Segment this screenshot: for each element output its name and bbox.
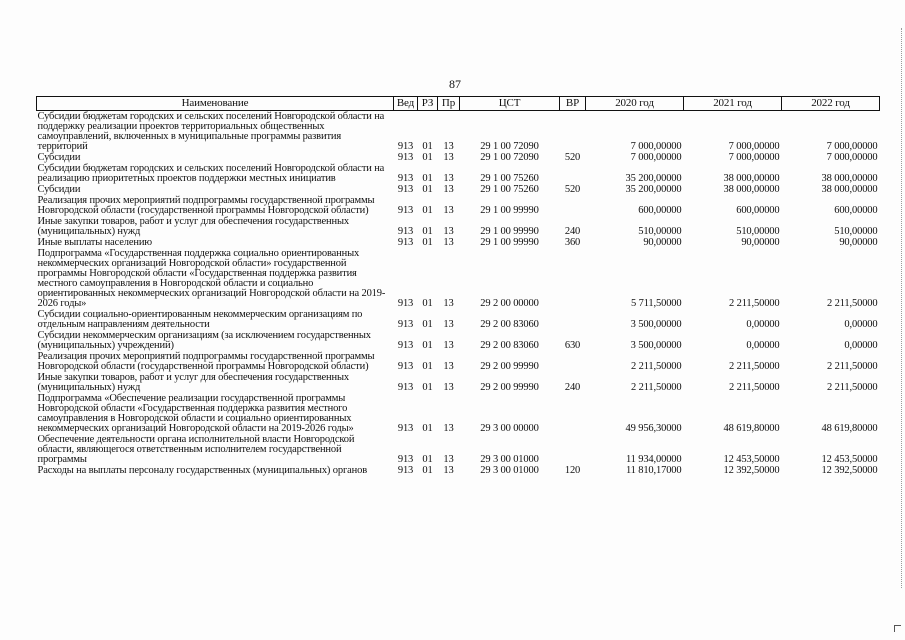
row-vr: 120 [564,465,581,476]
row-cst: 29 1 00 72090 [480,152,539,163]
row-ved: 913 [397,152,414,163]
row-name: Субсидии бюджетам городских и сельских поселений Новгородской области на реализацию приоритетных проектов поддержки местных инициатив [37,163,385,184]
row-vr: 520 [564,184,581,195]
table-row [37,163,880,184]
row-rz: 01 [422,454,433,465]
row-ved: 913 [397,141,414,152]
row-vr [560,434,586,465]
row-value-2022: 2 211,50000 [827,361,878,372]
row-value-2021: 600,00000 [736,205,780,216]
row-name: Расходы на выплаты персоналу государственных (муниципальных) органов [37,465,368,476]
row-ved: 913 [397,184,414,195]
row-value-2022: 48 619,80000 [821,423,878,434]
row-cst: 29 3 00 00000 [480,423,539,434]
row-ved: 913 [397,423,414,434]
row-vr: 240 [564,226,581,237]
table-row [37,184,880,195]
row-value-2021: 12 392,50000 [723,465,780,476]
row-name: Иные закупки товаров, работ и услуг для обеспечения государственных (муниципальных) нужд [37,216,350,237]
row-ved: 913 [397,340,414,351]
row-value-2022: 0,00000 [844,319,878,330]
table-row [37,330,880,351]
row-value-2020: 2 211,50000 [631,361,682,372]
row-ved: 913 [397,454,414,465]
header-2020: 2020 год [586,97,684,111]
page-number: 87 [449,77,461,91]
row-vr: 240 [564,382,581,393]
row-vr [560,351,586,372]
row-ved: 913 [397,361,414,372]
header-cst: ЦСТ [460,97,560,111]
row-cst: 29 1 00 99990 [480,205,539,216]
row-name: Субсидии бюджетам городских и сельских поселений Новгородской области на поддержку реализации проектов территориальных общественных самоуправлений, включенных в муниципальные программы развития территорий [37,111,385,152]
row-pr: 13 [443,454,454,465]
row-pr: 13 [443,465,454,476]
row-ved: 913 [397,465,414,476]
page-edge-artifact [901,28,905,588]
row-value-2022: 510,00000 [834,226,878,237]
row-vr [560,111,586,153]
row-cst: 29 2 00 99990 [480,382,539,393]
row-cst: 29 1 00 72090 [480,141,539,152]
row-rz: 01 [422,382,433,393]
row-rz: 01 [422,184,433,195]
row-rz: 01 [422,173,433,184]
table-body [37,111,880,477]
row-value-2021: 2 211,50000 [729,361,780,372]
header-name: Наименование [37,97,394,111]
row-pr: 13 [443,340,454,351]
header-pr: Пр [438,97,460,111]
row-ved: 913 [397,226,414,237]
row-value-2022: 0,00000 [844,340,878,351]
row-pr: 13 [443,361,454,372]
row-vr: 360 [564,237,581,248]
corner-mark [894,625,901,632]
row-value-2021: 2 211,50000 [729,298,780,309]
table-row [37,152,880,163]
row-value-2021: 7 000,00000 [728,152,780,163]
row-pr: 13 [443,237,454,248]
row-value-2020: 90,00000 [643,237,682,248]
row-name: Иные закупки товаров, работ и услуг для обеспечения государственных (муниципальных) нужд [37,372,350,393]
row-rz: 01 [422,226,433,237]
row-value-2022: 38 000,00000 [821,173,878,184]
row-value-2020: 2 211,50000 [631,382,682,393]
row-pr: 13 [443,382,454,393]
row-pr: 13 [443,205,454,216]
row-pr: 13 [443,298,454,309]
row-rz: 01 [422,340,433,351]
row-pr: 13 [443,319,454,330]
row-rz: 01 [422,465,433,476]
row-value-2021: 12 453,50000 [723,454,780,465]
row-value-2021: 38 000,00000 [723,173,780,184]
table-row [37,237,880,248]
table-row [37,216,880,237]
row-value-2020: 5 711,50000 [631,298,682,309]
row-pr: 13 [443,184,454,195]
row-rz: 01 [422,237,433,248]
row-value-2021: 2 211,50000 [729,382,780,393]
table-row [37,351,880,372]
row-value-2021: 38 000,00000 [723,184,780,195]
row-ved: 913 [397,319,414,330]
row-value-2020: 7 000,00000 [630,141,682,152]
row-value-2020: 49 956,30000 [625,423,682,434]
row-value-2021: 510,00000 [736,226,780,237]
table-row [37,248,880,309]
row-rz: 01 [422,319,433,330]
row-cst: 29 1 00 99990 [480,226,539,237]
table-row [37,372,880,393]
row-value-2021: 0,00000 [746,319,780,330]
row-vr [560,393,586,434]
row-cst: 29 2 00 99990 [480,361,539,372]
row-value-2020: 11 934,00000 [625,454,682,465]
row-value-2022: 2 211,50000 [827,298,878,309]
table-row [37,393,880,434]
row-ved: 913 [397,173,414,184]
row-value-2021: 0,00000 [746,340,780,351]
row-rz: 01 [422,361,433,372]
table-row [37,465,880,476]
row-name: Реализация прочих мероприятий подпрограммы государственной программы Новгородской области (государственной программы Новгородской области) [37,195,375,216]
row-name: Реализация прочих мероприятий подпрограммы государственной программы Новгородской области (государственной программы Новгородской области) [37,351,375,372]
row-rz: 01 [422,205,433,216]
row-vr: 630 [564,340,581,351]
row-value-2022: 600,00000 [834,205,878,216]
row-rz: 01 [422,423,433,434]
row-value-2021: 7 000,00000 [728,141,780,152]
row-name: Субсидии некоммерческим организациям (за исключением государственных (муниципальных) учреждений) [37,330,371,351]
budget-table [36,96,880,476]
row-rz: 01 [422,152,433,163]
row-ved: 913 [397,205,414,216]
row-pr: 13 [443,423,454,434]
row-vr [560,163,586,184]
row-value-2021: 90,00000 [741,237,780,248]
table-row [37,434,880,465]
table-row [37,111,880,153]
row-name: Субсидии социально-ориентированным некоммерческим организациям по отдельным направлениям деятельности [37,309,363,330]
row-value-2020: 3 500,00000 [630,340,682,351]
row-ved: 913 [397,298,414,309]
row-cst: 29 2 00 00000 [480,298,539,309]
row-name: Подпрограмма «Государственная поддержка социально ориентированных некоммерческих организаций Новгородской области» государственной программы Новгородской области «Государственная поддержка развития местного самоуправления в Новгородской области и социально ориентированных некоммерческих организаций Новгородской области на 2019-2026 годы» [37,248,386,309]
row-cst: 29 1 00 75260 [480,173,539,184]
row-cst: 29 2 00 83060 [480,319,539,330]
row-name: Субсидии [37,184,81,195]
row-cst: 29 1 00 75260 [480,184,539,195]
row-vr: 520 [564,152,581,163]
row-value-2022: 90,00000 [839,237,878,248]
header-2022: 2022 год [782,97,880,111]
row-value-2020: 7 000,00000 [630,152,682,163]
row-pr: 13 [443,173,454,184]
row-vr [560,195,586,216]
row-pr: 13 [443,141,454,152]
row-vr [560,309,586,330]
row-name: Иные выплаты населению [37,237,152,248]
row-rz: 01 [422,298,433,309]
row-ved: 913 [397,382,414,393]
row-value-2022: 12 392,50000 [821,465,878,476]
row-value-2021: 48 619,80000 [723,423,780,434]
row-cst: 29 2 00 83060 [480,340,539,351]
row-value-2022: 38 000,00000 [821,184,878,195]
row-value-2022: 12 453,50000 [821,454,878,465]
table-row [37,195,880,216]
row-vr [560,248,586,309]
table-header [37,97,880,111]
header-ved: Вед [394,97,418,111]
row-name: Обеспечение деятельности органа исполнительной власти Новгородской области, являющегося ответственным исполнителем государственной программы [37,434,355,465]
row-name: Подпрограмма «Обеспечение реализации государственной программы Новгородской области «Государственная поддержка развития местного самоуправления в Новгородской области и социально ориентированных некоммерческих организаций Новгородской области на 2019-2026 годы» [37,393,354,434]
row-name: Субсидии [37,152,81,163]
header-vr: ВР [560,97,586,111]
row-value-2022: 7 000,00000 [826,141,878,152]
row-pr: 13 [443,226,454,237]
row-ved: 913 [397,237,414,248]
table-row [37,309,880,330]
row-value-2020: 3 500,00000 [630,319,682,330]
row-cst: 29 3 00 01000 [480,454,539,465]
header-rz: РЗ [418,97,438,111]
row-rz: 01 [422,141,433,152]
header-2021: 2021 год [684,97,782,111]
row-cst: 29 3 00 01000 [480,465,539,476]
row-value-2020: 510,00000 [638,226,682,237]
row-value-2022: 2 211,50000 [827,382,878,393]
row-value-2020: 11 810,17000 [625,465,682,476]
row-value-2020: 35 200,00000 [625,173,682,184]
row-cst: 29 1 00 99990 [480,237,539,248]
row-value-2020: 35 200,00000 [625,184,682,195]
row-value-2022: 7 000,00000 [826,152,878,163]
row-value-2020: 600,00000 [638,205,682,216]
row-pr: 13 [443,152,454,163]
